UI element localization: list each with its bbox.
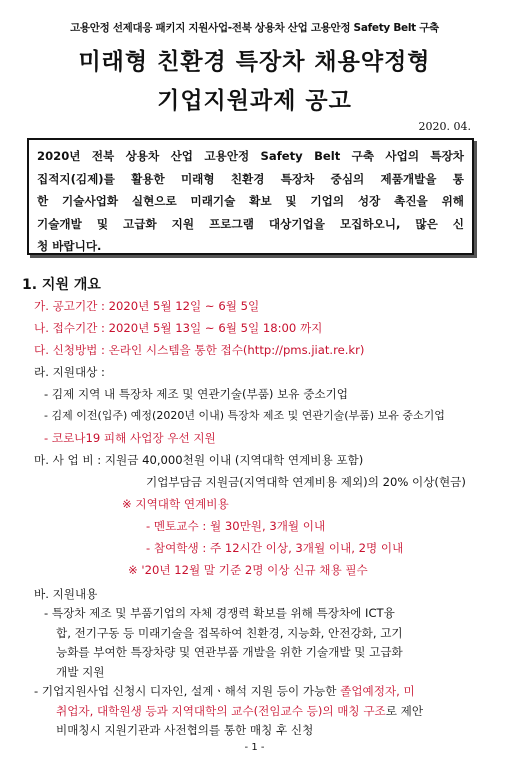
content-line <box>56 703 423 719</box>
item-ma-budget: 마. 사 업 비 : 지원금 40,000천원 이내 (지역대학 연계비용 포함) <box>34 453 364 467</box>
note-item: - 참여학생 : 주 12시간 이상, 3개월 이내, 2명 이내 <box>146 541 404 555</box>
intro-line: 한 기술사업화 실현으로 미래기술 확보 및 기업의 성장 촉진을 위해 <box>37 194 464 209</box>
intro-line: 청 바랍니다. <box>37 239 102 254</box>
content-line: 개발 지원 <box>56 665 105 679</box>
section-title: 1. 지원 개요 <box>22 277 101 293</box>
intro-line: 집적지(김제)를 활용한 미래형 친환경 특장차 중심의 제품개발을 통 <box>37 171 464 186</box>
content-line: 합, 전기구동 등 미래기술을 접목하여 친환경, 지능화, 안전강화, 고기 <box>56 626 403 640</box>
highlight-text: 졸업예정자, 미 <box>340 684 415 698</box>
intro-line: 2020년 전북 상용차 산업 고용안정 Safety Belt 구축 사업의 특장차 <box>37 149 464 163</box>
content-text: - 기업지원사업 신청시 디자인, 설계ㆍ해석 지원 등이 가능한 <box>34 684 341 698</box>
content-line: 비매칭시 지원기관과 사전협의를 통한 매칭 후 신청 <box>56 723 314 737</box>
target-item: - 김제 이전(입주) 예정(2020년 이내) 특장차 제조 및 연관기술(부품) 보유 중소기업 <box>44 409 445 422</box>
item-ga-period: 가. 공고기간 : 2020년 5월 12일 ~ 6월 5일 <box>34 299 260 313</box>
announcement-date: 2020. 04. <box>418 120 471 133</box>
target-item: - 김제 지역 내 특장차 제조 및 연관기술(부품) 보유 중소기업 <box>44 387 348 401</box>
note-item: - 멘토교수 : 월 30만원, 3개월 이내 <box>146 519 326 533</box>
content-line: 능화를 부여한 특장차량 및 연관부품 개발을 위한 기술개발 및 고급화 <box>56 645 403 659</box>
item-na-reception: 나. 접수기간 : 2020년 5월 13일 ~ 6월 5일 18:00 까지 <box>34 321 323 335</box>
content-text: 로 제안 <box>385 704 424 718</box>
item-ra-target: 라. 지원대상 : <box>34 365 105 379</box>
pretitle: 고용안정 선제대응 패키지 지원사업-전북 상용차 산업 고용안정 Safety Belt 구축 <box>70 22 439 34</box>
page-title: 미래형 친환경 특장차 채용약정형 <box>78 49 431 75</box>
target-item: - 코로나19 피해 사업장 우선 지원 <box>44 431 216 445</box>
item-da-method: 다. 신청방법 : 온라인 시스템을 통한 접수(http://pms.jiat.re.kr) <box>34 343 365 357</box>
page-number: - 1 - <box>244 742 265 753</box>
budget-sub: 기업부담금 지원금(지역대학 연계비용 제외)의 20% 이상(현금) <box>146 475 466 489</box>
intro-box <box>27 138 474 255</box>
note-title: ※ 지역대학 연계비용 <box>122 497 229 511</box>
item-ba-content: 바. 지원내용 <box>34 587 98 601</box>
intro-line: 기술개발 및 고급화 지원 프로그램 대상기업을 모집하오니, 많은 신 <box>37 216 464 231</box>
highlight-text: 취업자, 대학원생 등과 지역대학의 교수(전임교수 등)의 매칭 구조 <box>56 704 386 718</box>
note-item: ※ '20년 12월 말 기준 2명 이상 신규 채용 필수 <box>128 563 368 577</box>
content-line: - 특장차 제조 및 부품기업의 자체 경쟁력 확보를 위해 특장차에 ICT융 <box>44 606 395 620</box>
page-subtitle: 기업지원과제 공고 <box>157 88 352 114</box>
content-line <box>34 683 415 699</box>
